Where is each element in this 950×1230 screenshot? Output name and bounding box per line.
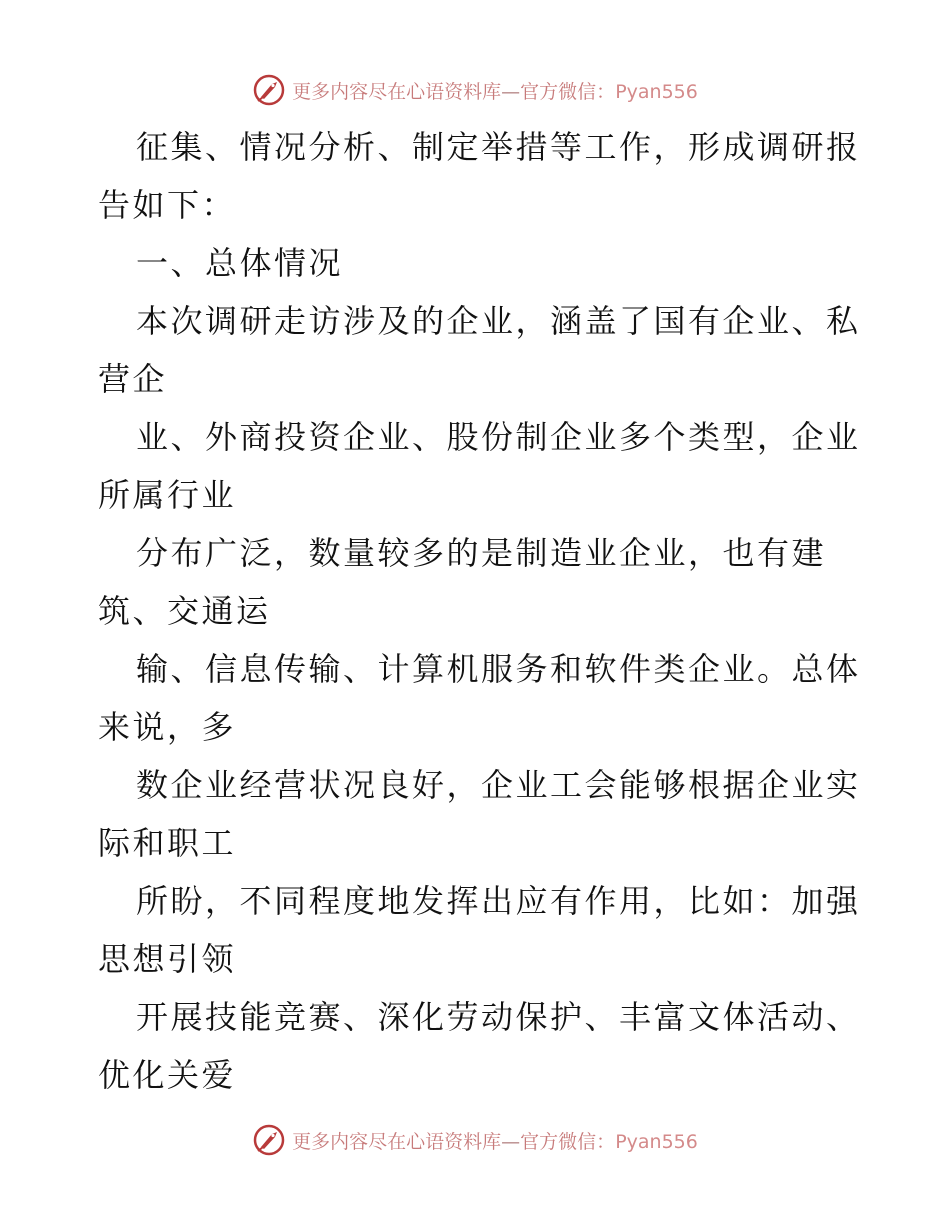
paragraph-line: 一、总体情况 [136,244,344,282]
paragraph-line: 营企 [98,360,168,398]
paragraph-line: 所属行业 [98,476,237,514]
header-banner-main: 更多内容尽在心语资料库 [292,80,502,103]
paragraph-line: 业、外商投资企业、股份制企业多个类型，企业 [136,418,861,456]
header-banner-text [292,77,698,104]
paragraph-line: 输、信息传输、计算机服务和软件类企业。总体 [136,650,861,688]
footer-banner-wechat: 官方微信： [520,1130,616,1153]
paragraph-line: 开展技能竞赛、深化劳动保护、丰富文体活动、 [136,998,861,1036]
footer-banner-text [292,1127,698,1154]
paragraph-line: 数企业经营状况良好，企业工会能够根据企业实 [136,766,861,804]
header-banner-wechat: 官方微信： [520,80,616,103]
pen-nib-logo-icon [252,73,286,107]
document-body [98,118,861,1104]
paragraph-line: 思想引领 [98,940,237,978]
footer-banner [0,1120,950,1160]
paragraph-line: 优化关爱 [98,1056,237,1094]
paragraph-line: 所盼，不同程度地发挥出应有作用，比如：加强 [136,882,861,920]
header-banner-id: Pyan556 [615,80,698,103]
header-banner [0,70,950,110]
paragraph-line: 来说，多 [98,708,237,746]
footer-banner-sep: — [501,1130,521,1153]
paragraph-line: 筑、交通运 [98,592,271,630]
footer-banner-main: 更多内容尽在心语资料库 [292,1130,502,1153]
paragraph-line: 际和职工 [98,824,237,862]
footer-banner-id: Pyan556 [615,1130,698,1153]
pen-nib-logo-icon [252,1123,286,1157]
paragraph-line: 本次调研走访涉及的企业，涵盖了国有企业、私 [136,302,861,340]
header-banner-sep: — [501,80,521,103]
paragraph-line: 告如下： [98,186,237,224]
paragraph-line: 征集、情况分析、制定举措等工作，形成调研报 [136,128,861,166]
paragraph-line: 分布广泛，数量较多的是制造业企业，也有建 [136,534,827,572]
